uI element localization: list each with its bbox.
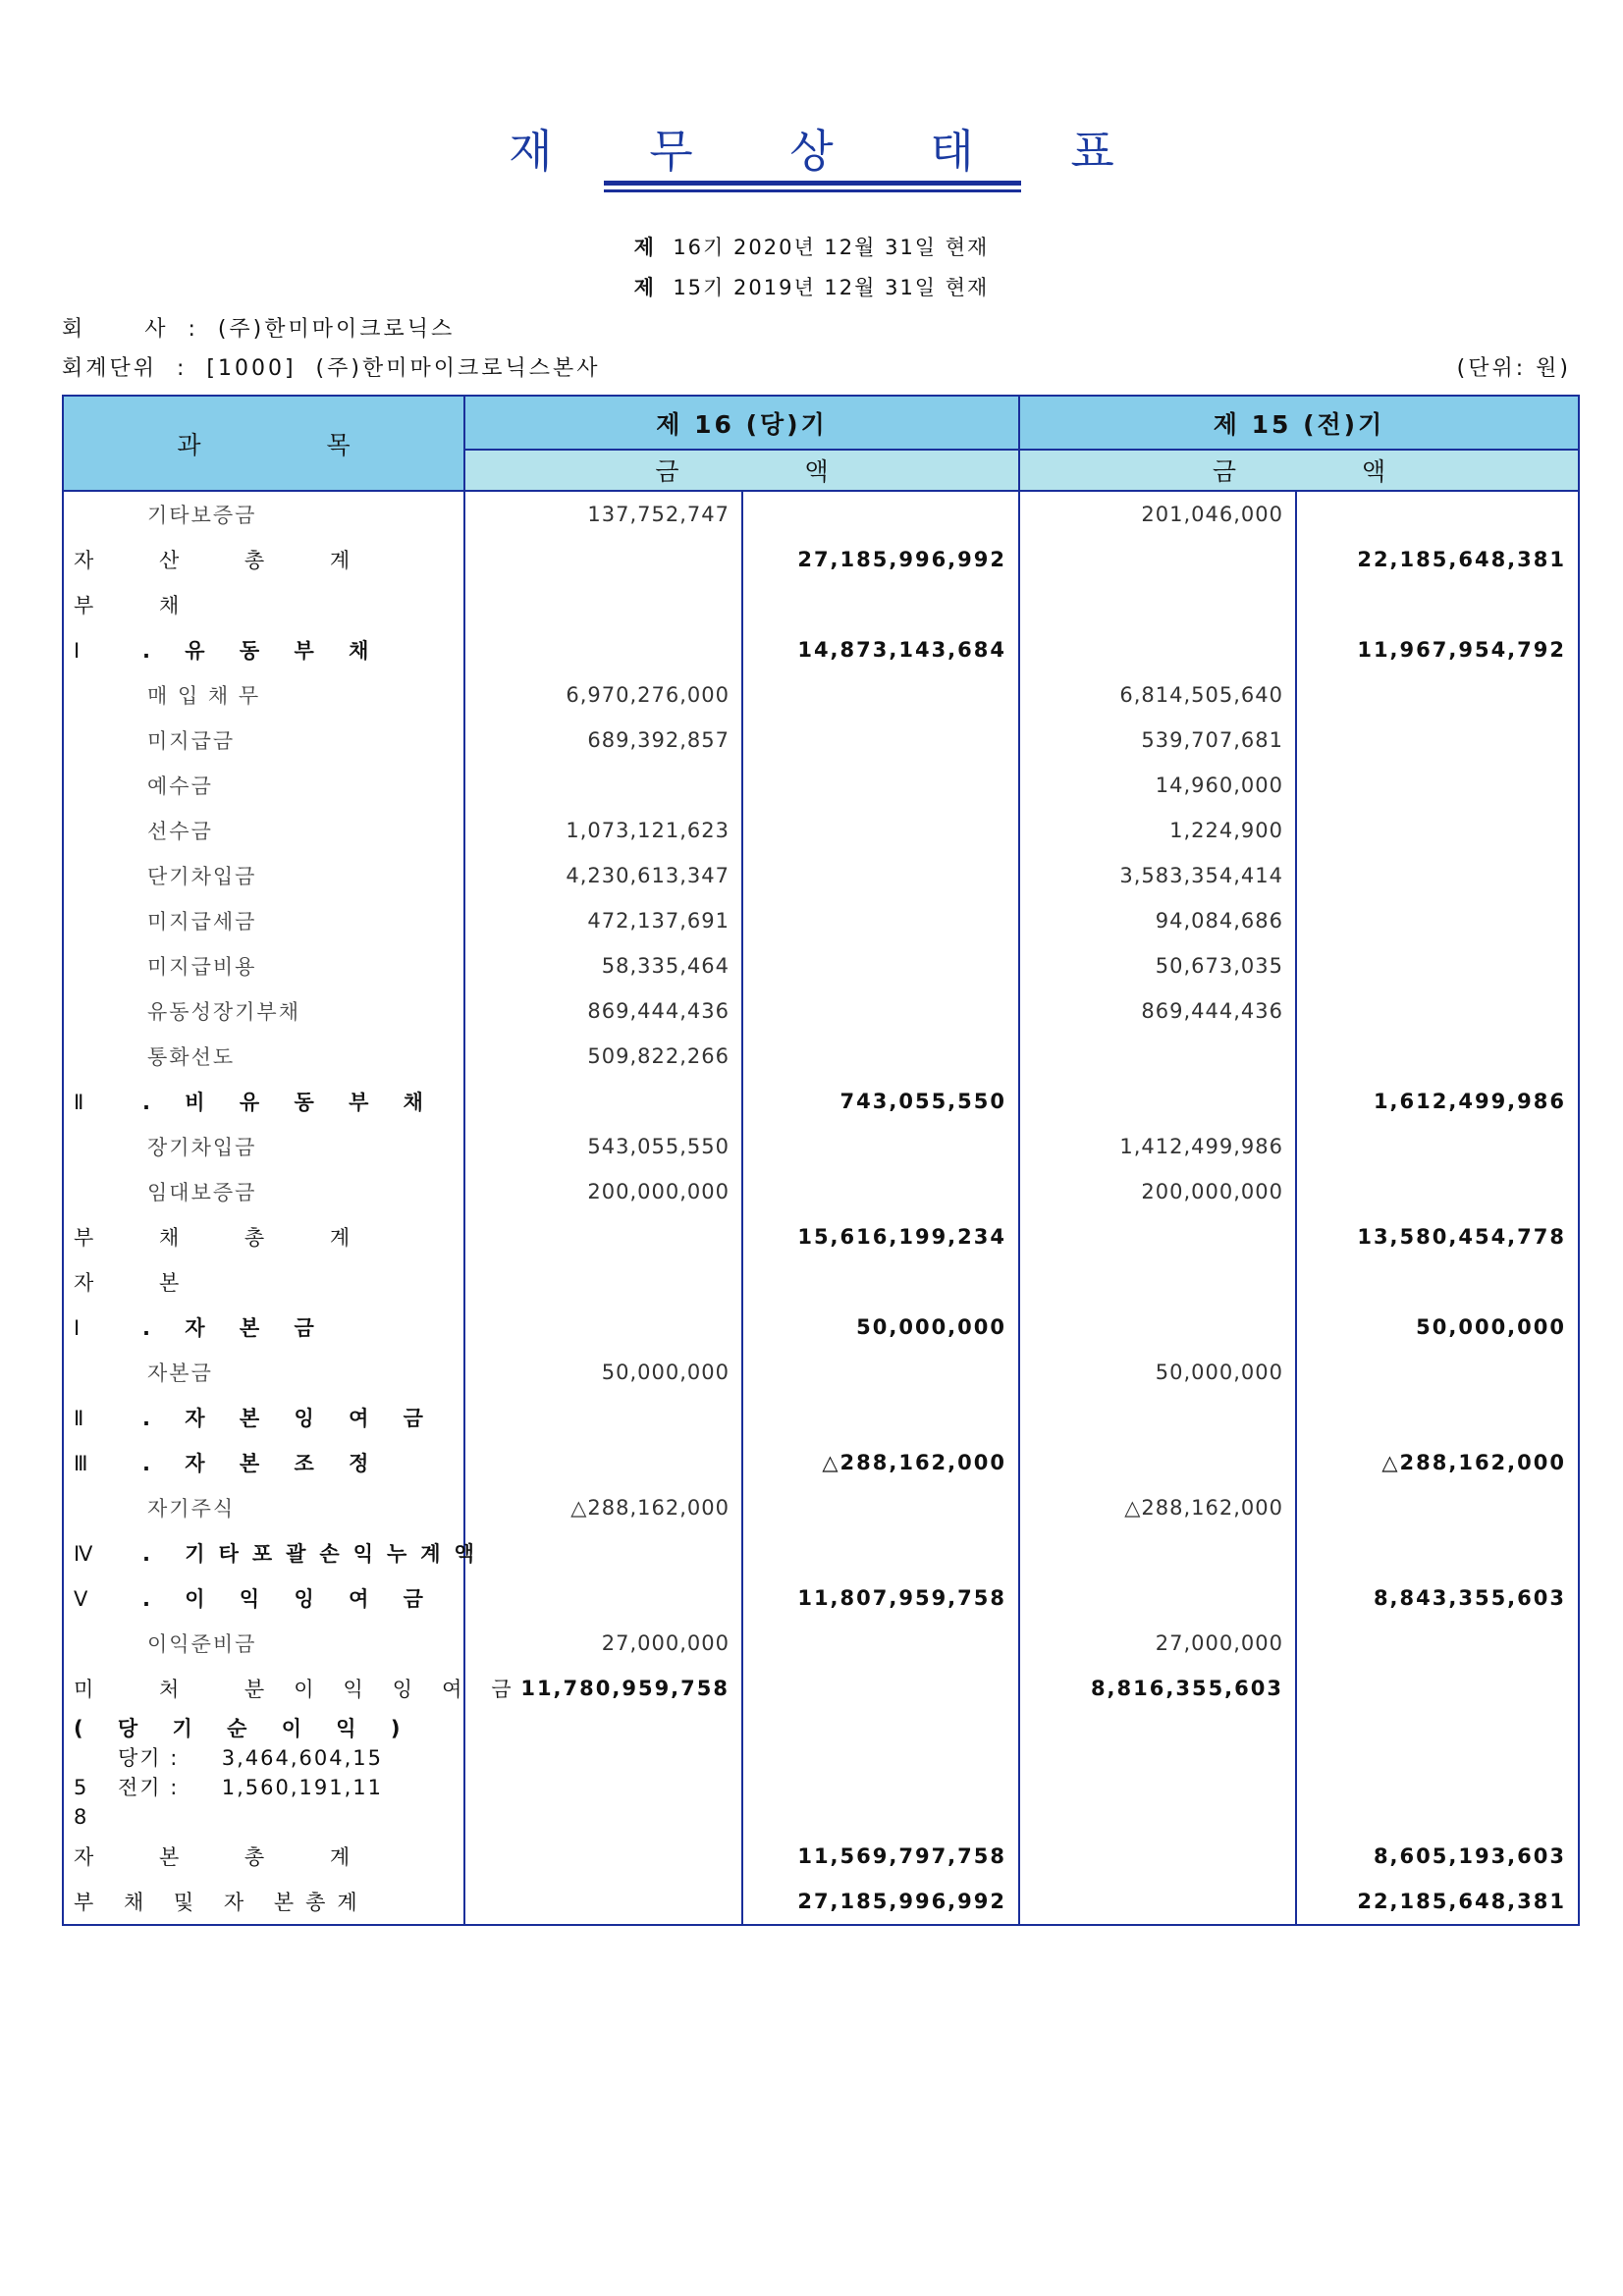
table-row (63, 1034, 1579, 1079)
prior-total-amount (1296, 718, 1579, 763)
current-detail-amount: 11,780,959,758 (464, 1666, 742, 1711)
account-label: 미지급세금 (63, 898, 464, 943)
prior-detail-amount (1019, 1395, 1296, 1440)
prior-detail-amount (1019, 1214, 1296, 1259)
unit-label: (단위: 원) (1456, 356, 1571, 381)
current-total-amount (742, 1034, 1019, 1079)
prior-detail-amount: 3,583,354,414 (1019, 853, 1296, 898)
current-total-amount (742, 491, 1019, 537)
table-body (63, 491, 1579, 1925)
section-label: . 유 동 부 채 (142, 639, 383, 663)
section-numeral: Ⅰ (74, 639, 82, 663)
prior-detail-amount (1019, 1034, 1296, 1079)
table-row (63, 1395, 1579, 1440)
current-grand-total: 27,185,996,992 (742, 1879, 1019, 1925)
current-total-amount (742, 853, 1019, 898)
current-detail-amount: 137,752,747 (464, 491, 742, 537)
current-wrap: 5 (74, 1775, 89, 1799)
prior-detail-amount (1019, 1530, 1296, 1575)
table-row (63, 1214, 1579, 1259)
prior-period-line: 제 15기 2019년 12월 31일 현재 (633, 276, 990, 299)
prior-total-amount (1296, 1259, 1579, 1305)
prior-total-amount (1296, 1485, 1579, 1530)
section-numeral: Ⅱ (74, 1091, 86, 1114)
table-row (63, 582, 1579, 627)
balance-sheet-table (62, 395, 1580, 1926)
prior-total-amount (1296, 853, 1579, 898)
section-numeral: Ⅱ (74, 1407, 86, 1430)
account-label: 매 입 채 무 (63, 672, 464, 718)
current-detail-amount: 27,000,000 (464, 1621, 742, 1666)
table-row (63, 1169, 1579, 1214)
current-net-income (74, 1743, 463, 1773)
prior-total-amount: 13,580,454,778 (1296, 1214, 1579, 1259)
current-total-amount (742, 1485, 1019, 1530)
table-row (63, 1079, 1579, 1124)
current-label: 당기 : (118, 1745, 180, 1770)
account-label: 미 처 분이익잉여금 (63, 1666, 464, 1711)
section-numeral: Ⅰ (74, 1316, 82, 1340)
current-detail-amount: 50,000,000 (464, 1350, 742, 1395)
prior-detail-amount (1019, 582, 1296, 627)
prior-detail-amount: 1,224,900 (1019, 808, 1296, 853)
prior-detail-amount: 6,814,505,640 (1019, 672, 1296, 718)
table-row (63, 1259, 1579, 1305)
account-label: 자 본 (63, 1259, 464, 1305)
net-income-note-row (63, 1711, 1579, 1834)
current-detail-amount (464, 1440, 742, 1485)
total-label: 부 채 및 자 본총계 (63, 1879, 464, 1925)
section-label: . 이 익 잉 여 금 (142, 1587, 437, 1611)
current-total-amount: 14,873,143,684 (742, 627, 1019, 672)
prior-total-amount (1296, 763, 1579, 808)
current-detail-amount (464, 627, 742, 672)
current-detail-amount (464, 763, 742, 808)
current-total-amount (742, 1395, 1019, 1440)
table-row (63, 898, 1579, 943)
current-detail-amount (464, 1259, 742, 1305)
current-total-amount (742, 943, 1019, 988)
table-row (63, 1530, 1579, 1575)
current-detail-amount: 4,230,613,347 (464, 853, 742, 898)
current-period-header: 제 16 (당)기 (464, 396, 1019, 450)
subject-header: 과 목 (63, 396, 464, 491)
empty-cell (1296, 1711, 1579, 1834)
table-row (63, 672, 1579, 718)
account-label (63, 1575, 464, 1621)
prior-amount-header: 금 액 (1019, 450, 1579, 491)
table-row (63, 853, 1579, 898)
table-row (63, 1350, 1579, 1395)
section-numeral: Ⅴ (74, 1587, 90, 1611)
account-label (63, 1079, 464, 1124)
section-label: . 자 본 조 정 (142, 1452, 383, 1475)
current-detail-amount: 6,970,276,000 (464, 672, 742, 718)
current-total-amount: 11,807,959,758 (742, 1575, 1019, 1621)
table-row (63, 627, 1579, 672)
table-row (63, 718, 1579, 763)
account-label: 기타보증금 (63, 491, 464, 537)
prior-grand-total: 8,605,193,603 (1296, 1834, 1579, 1879)
account-label: 유동성장기부채 (63, 988, 464, 1034)
prior-detail-amount: △288,162,000 (1019, 1485, 1296, 1530)
prior-total-amount: △288,162,000 (1296, 1440, 1579, 1485)
table-row (63, 1575, 1579, 1621)
current-detail-amount (464, 1305, 742, 1350)
total-label: 자 본 총 계 (63, 1834, 464, 1879)
current-total-amount (742, 898, 1019, 943)
prior-detail-amount: 1,412,499,986 (1019, 1124, 1296, 1169)
prior-detail-amount: 50,000,000 (1019, 1350, 1296, 1395)
account-label: 부 채 (63, 582, 464, 627)
table-row (63, 943, 1579, 988)
prior-total-amount (1296, 1395, 1579, 1440)
prior-period-header: 제 15 (전)기 (1019, 396, 1579, 450)
current-total-amount (742, 1621, 1019, 1666)
current-detail-amount (464, 1395, 742, 1440)
prior-detail-amount: 869,444,436 (1019, 988, 1296, 1034)
account-label: 장기차입금 (63, 1124, 464, 1169)
prior-detail-amount: 94,084,686 (1019, 898, 1296, 943)
current-value: 3,464,604,15 (221, 1745, 383, 1770)
prior-total-amount: 50,000,000 (1296, 1305, 1579, 1350)
prior-total-amount (1296, 1530, 1579, 1575)
total-row (63, 1879, 1579, 1925)
table-row (63, 1666, 1579, 1711)
prior-total-amount: 22,185,648,381 (1296, 537, 1579, 582)
prior-detail-amount: 200,000,000 (1019, 1169, 1296, 1214)
prior-detail-amount: 27,000,000 (1019, 1621, 1296, 1666)
prior-total-amount (1296, 808, 1579, 853)
empty-cell (1019, 1711, 1296, 1834)
current-grand-total: 11,569,797,758 (742, 1834, 1019, 1879)
current-total-amount (742, 1530, 1019, 1575)
current-total-amount (742, 1350, 1019, 1395)
page-title: 재 무 상 태 표 (509, 125, 1156, 178)
current-total-amount (742, 808, 1019, 853)
prior-total-amount: 8,843,355,603 (1296, 1575, 1579, 1621)
table-row (63, 1440, 1579, 1485)
current-total-amount (742, 1169, 1019, 1214)
account-label: 미지급금 (63, 718, 464, 763)
current-total-amount (742, 1259, 1019, 1305)
account-label: 자기주식 (63, 1485, 464, 1530)
table-row (63, 988, 1579, 1034)
accounting-unit: 회계단위 : [1000] (주)한미마이크로닉스본사 (62, 356, 601, 381)
account-label: 부 채 총 계 (63, 1214, 464, 1259)
account-label: 임대보증금 (63, 1169, 464, 1214)
title-underline-thin (604, 189, 1021, 192)
prior-value: 1,560,191,11 (221, 1775, 383, 1799)
prior-net-income (74, 1773, 463, 1802)
prior-detail-amount (1019, 1440, 1296, 1485)
current-total-amount (742, 763, 1019, 808)
section-label: . 자 본 잉 여 금 (142, 1407, 437, 1430)
net-income-note (63, 1711, 464, 1834)
account-label (63, 1440, 464, 1485)
current-total-amount: 743,055,550 (742, 1079, 1019, 1124)
prior-detail-amount: 8,816,355,603 (1019, 1666, 1296, 1711)
prior-detail-amount (1019, 1079, 1296, 1124)
prior-detail-amount (1019, 627, 1296, 672)
account-label (63, 1305, 464, 1350)
section-numeral: Ⅲ (74, 1452, 90, 1475)
current-detail-amount: 509,822,266 (464, 1034, 742, 1079)
current-total-amount (742, 1124, 1019, 1169)
prior-total-amount (1296, 1169, 1579, 1214)
current-total-amount (742, 1666, 1019, 1711)
account-label: 이익준비금 (63, 1621, 464, 1666)
prior-detail-amount: 50,673,035 (1019, 943, 1296, 988)
table-row (63, 1485, 1579, 1530)
total-row (63, 1834, 1579, 1879)
account-label: 자본금 (63, 1350, 464, 1395)
prior-total-amount (1296, 672, 1579, 718)
prior-detail-amount: 201,046,000 (1019, 491, 1296, 537)
company-name: 회 사 : (주)한미마이크로닉스 (62, 317, 456, 342)
current-total-amount: △288,162,000 (742, 1440, 1019, 1485)
current-amount-header: 금 액 (464, 450, 1019, 491)
account-label: 미지급비용 (63, 943, 464, 988)
prior-detail-amount (1019, 1305, 1296, 1350)
current-total-amount (742, 718, 1019, 763)
current-total-amount (742, 988, 1019, 1034)
current-detail-amount (464, 1530, 742, 1575)
prior-detail-amount (1019, 1259, 1296, 1305)
prior-total-amount (1296, 1666, 1579, 1711)
prior-detail-amount (1019, 537, 1296, 582)
current-detail-amount: 472,137,691 (464, 898, 742, 943)
empty-cell (1019, 1879, 1296, 1925)
current-total-amount (742, 582, 1019, 627)
account-label: 자 산 총 계 (63, 537, 464, 582)
account-label (63, 627, 464, 672)
prior-total-amount (1296, 1350, 1579, 1395)
prior-detail-amount (1019, 1575, 1296, 1621)
table-row (63, 763, 1579, 808)
table-row (63, 1124, 1579, 1169)
prior-grand-total: 22,185,648,381 (1296, 1879, 1579, 1925)
prior-wrap: 8 (74, 1804, 89, 1829)
current-detail-amount: 58,335,464 (464, 943, 742, 988)
prior-total-amount (1296, 582, 1579, 627)
empty-cell (1019, 1834, 1296, 1879)
account-label (63, 1530, 488, 1575)
current-detail-amount: 200,000,000 (464, 1169, 742, 1214)
prior-total-amount (1296, 1621, 1579, 1666)
section-label: . 비 유 동 부 채 (142, 1091, 437, 1114)
account-label: 통화선도 (63, 1034, 464, 1079)
current-detail-amount: 689,392,857 (464, 718, 742, 763)
account-label (63, 1395, 464, 1440)
prior-detail-amount: 539,707,681 (1019, 718, 1296, 763)
current-detail-amount (464, 1214, 742, 1259)
title-underline (604, 181, 1021, 186)
prior-label: 전기 : (118, 1775, 180, 1799)
prior-total-amount: 1,612,499,986 (1296, 1079, 1579, 1124)
net-income-heading: ( 당 기 순 이 익 ) (74, 1716, 414, 1740)
empty-cell (464, 1834, 742, 1879)
table-row (63, 491, 1579, 537)
current-detail-amount (464, 537, 742, 582)
current-detail-amount (464, 1079, 742, 1124)
section-numeral: Ⅳ (74, 1542, 95, 1566)
current-detail-amount: 1,073,121,623 (464, 808, 742, 853)
section-label: . 자 본 금 (142, 1316, 328, 1340)
table-row (63, 1621, 1579, 1666)
prior-total-amount: 11,967,954,792 (1296, 627, 1579, 672)
current-total-amount: 27,185,996,992 (742, 537, 1019, 582)
current-total-amount (742, 672, 1019, 718)
table-row (63, 808, 1579, 853)
empty-cell (742, 1711, 1019, 1834)
prior-total-amount (1296, 491, 1579, 537)
empty-cell (464, 1879, 742, 1925)
account-label: 선수금 (63, 808, 464, 853)
current-detail-amount: 543,055,550 (464, 1124, 742, 1169)
empty-cell (464, 1711, 742, 1834)
prior-detail-amount: 14,960,000 (1019, 763, 1296, 808)
current-detail-amount: 869,444,436 (464, 988, 742, 1034)
prior-total-amount (1296, 1124, 1579, 1169)
current-detail-amount (464, 582, 742, 627)
prior-total-amount (1296, 898, 1579, 943)
prior-total-amount (1296, 943, 1579, 988)
section-label: . 기타포괄손익누계액 (142, 1542, 488, 1566)
account-label: 예수금 (63, 763, 464, 808)
current-detail-amount: △288,162,000 (464, 1485, 742, 1530)
table-row (63, 1305, 1579, 1350)
prior-total-amount (1296, 1034, 1579, 1079)
current-total-amount: 15,616,199,234 (742, 1214, 1019, 1259)
current-period-line: 제 16기 2020년 12월 31일 현재 (633, 236, 990, 259)
table-row (63, 537, 1579, 582)
prior-total-amount (1296, 988, 1579, 1034)
current-detail-amount (464, 1575, 742, 1621)
account-label: 단기차입금 (63, 853, 464, 898)
current-total-amount: 50,000,000 (742, 1305, 1019, 1350)
